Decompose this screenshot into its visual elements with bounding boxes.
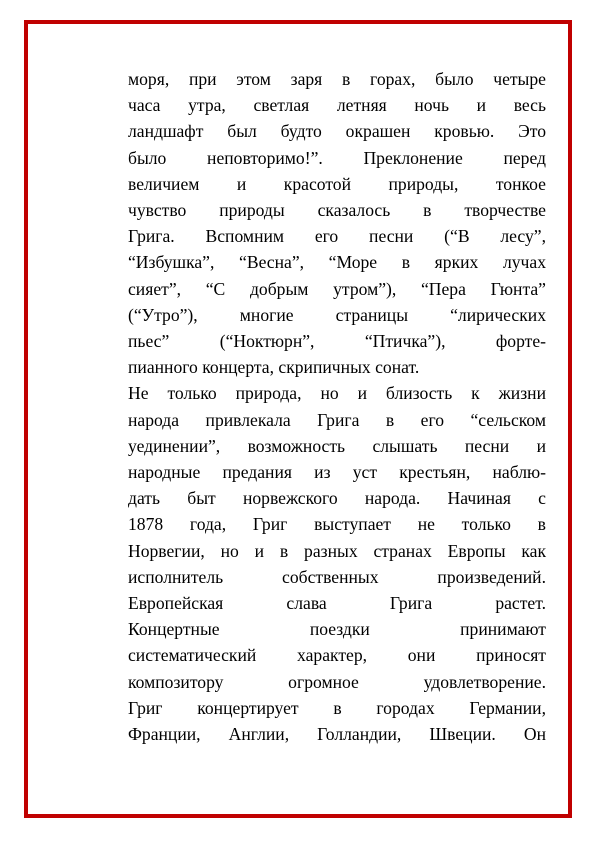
text-line: Григ концертирует в городах Германии, — [128, 697, 546, 718]
text-line: систематический характер, они приносят — [128, 645, 546, 666]
text-line: было неповторимо!”. Преклонение перед — [128, 147, 546, 168]
text-line: величием и красотой природы, тонкое — [128, 173, 546, 194]
text-line: сияет”, “С добрым утром”), “Пера Гюнта” — [128, 278, 546, 299]
text-line: моря, при этом заря в горах, было четыре — [128, 69, 546, 89]
text-line: исполнитель собственных произведений. — [128, 566, 546, 587]
text-line: Грига. Вспомним его песни (“В лесу”, — [128, 226, 546, 247]
text-line: ландшафт был будто окрашен кровью. Это — [128, 121, 546, 142]
text-line: пианного концерта, скрипичных сонат. — [128, 357, 420, 378]
body-text — [128, 66, 546, 747]
text-line: Европейская слава Грига растет. — [128, 593, 546, 614]
text-line: народа привлекала Грига в его “сельском — [128, 409, 546, 430]
text-line: композитору огромное удовлетворение. — [128, 671, 546, 692]
text-line: 1878 года, Григ выступает не только в — [128, 514, 546, 535]
text-line: Франции, Англии, Голландии, Швеции. Он — [128, 724, 546, 745]
text-line: (“Утро”), многие страницы “лирических — [128, 304, 546, 325]
text-line: “Избушка”, “Весна”, “Море в ярких лучах — [128, 252, 546, 273]
text-line: чувство природы сказалось в творчестве — [128, 200, 546, 221]
text-line: пьес” (“Ноктюрн”, “Птичка”), форте- — [128, 331, 546, 352]
text-line: Концертные поездки принимают — [128, 619, 546, 640]
text-line: Не только природа, но и близость к жизни — [128, 383, 546, 404]
text-line: уединении”, возможность слышать песни и — [128, 435, 546, 456]
text-line: народные предания из уст крестьян, наблю- — [128, 462, 546, 483]
text-line: дать быт норвежского народа. Начиная с — [128, 488, 546, 509]
text-line: Норвегии, но и в разных странах Европы как — [128, 540, 546, 561]
text-line: часа утра, светлая летняя ночь и весь — [128, 95, 546, 116]
